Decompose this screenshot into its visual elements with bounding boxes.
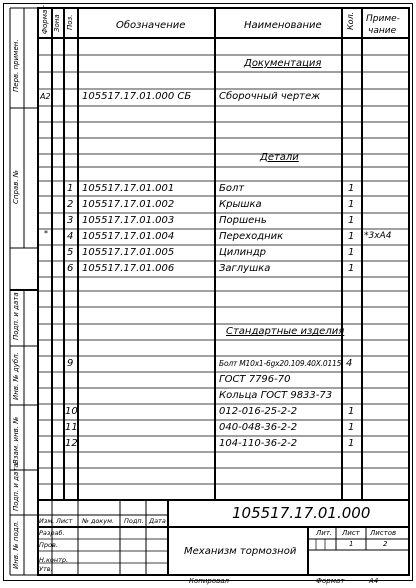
title-block-izm: Изм. xyxy=(39,517,55,525)
row-pos: 1 xyxy=(67,183,74,194)
row-pos: 4 xyxy=(67,231,74,242)
row-qty: 1 xyxy=(348,406,355,417)
row-name: Болт xyxy=(219,183,245,194)
row-pos: 11 xyxy=(65,422,78,433)
row-name: 040-048-36-2-2 xyxy=(219,422,298,433)
row-name: Переходник xyxy=(219,231,284,242)
row-name: Кольца ГОСТ 9833-73 xyxy=(219,390,333,401)
header-qty: Кол. xyxy=(346,11,355,30)
header-designation: Обозначение xyxy=(116,20,186,31)
title-block-prov: Пров. xyxy=(39,541,58,549)
row-designation: 105517.17.01.003 xyxy=(82,215,175,226)
title-block-list-label: Лист xyxy=(342,529,360,537)
title-block-n-kontr: Н.контр. xyxy=(39,556,69,564)
side-label-podp-data-1: Подп. и дата xyxy=(12,292,20,340)
section-title-details: Детали xyxy=(260,152,299,163)
row-name: Болт М10х1-6gх20.109.40Х.0115 xyxy=(219,359,342,368)
row-qty: 4 xyxy=(346,358,353,369)
title-block-title: Механизм тормозной xyxy=(184,546,297,557)
header-note-2: чание xyxy=(368,26,397,36)
title-block-data: Дата xyxy=(149,517,166,525)
side-label-inv-podl: Инв. № подл. xyxy=(12,520,20,569)
row-designation: 105517.17.01.001 xyxy=(82,183,175,194)
title-block-list-value: 1 xyxy=(349,540,354,548)
row-qty: 1 xyxy=(348,438,355,449)
row-designation: 105517.17.01.006 xyxy=(82,263,175,274)
row-name: Заглушка xyxy=(219,263,271,274)
row-name: 104-110-36-2-2 xyxy=(219,438,298,449)
row-designation: 105517.17.01.005 xyxy=(82,247,175,258)
row-pos: 6 xyxy=(67,263,74,274)
title-block-doc-number: 105517.17.01.000 xyxy=(232,504,371,522)
row-name: ГОСТ 7796-70 xyxy=(219,374,291,385)
footer-format: Формат xyxy=(316,577,345,585)
row-name: Сборочный чертеж xyxy=(219,91,321,102)
title-block-listov-value: 2 xyxy=(383,540,388,548)
row-format: А2 xyxy=(40,92,51,101)
row-qty: 1 xyxy=(348,263,355,274)
row-qty: 1 xyxy=(348,183,355,194)
row-designation: 105517.17.01.000 СБ xyxy=(82,91,192,102)
row-qty: 1 xyxy=(348,215,355,226)
header-note-1: Приме- xyxy=(366,14,400,24)
row-designation: 105517.17.01.002 xyxy=(82,199,175,210)
row-pos: 3 xyxy=(67,215,74,226)
row-name: 012-016-25-2-2 xyxy=(219,406,298,417)
footer-format-value: А4 xyxy=(369,577,379,585)
row-pos: 12 xyxy=(65,438,78,449)
header-zone: Зона xyxy=(53,14,61,32)
title-block-list: Лист xyxy=(56,517,73,525)
title-block-podp: Подп. xyxy=(124,517,144,525)
row-pos: 9 xyxy=(67,358,74,369)
row-qty: 1 xyxy=(348,199,355,210)
row-format: * xyxy=(44,229,48,238)
title-block-n-dokum: № докум. xyxy=(82,517,115,525)
title-block-lit: Лит. xyxy=(316,529,333,537)
row-name: Крышка xyxy=(219,199,262,210)
side-label-vzam-inv: Взам. инв. № xyxy=(12,416,20,464)
section-title-documentation: Документация xyxy=(244,58,322,69)
side-label-sprav: Справ. № xyxy=(12,169,20,204)
row-note: *3хА4 xyxy=(364,231,392,241)
title-block-utv: Утв. xyxy=(39,565,53,573)
row-designation: 105517.17.01.004 xyxy=(82,231,175,242)
row-pos: 2 xyxy=(67,199,74,210)
header-pos: Поз. xyxy=(66,14,74,30)
row-qty: 1 xyxy=(348,247,355,258)
side-label-perv-primen: Перв. примен. xyxy=(12,39,20,92)
header-format: Формат xyxy=(41,5,49,34)
header-name: Наименование xyxy=(244,20,322,31)
row-pos: 10 xyxy=(65,406,78,417)
footer-copied: Копировал xyxy=(189,577,229,585)
side-label-podp-data-2: Подп. и дата xyxy=(12,463,20,511)
row-pos: 5 xyxy=(67,247,74,258)
title-block-listov-label: Листов xyxy=(370,529,397,537)
side-label-inv-dubl: Инв. № дубл. xyxy=(12,352,20,400)
row-name: Цилиндр xyxy=(219,247,266,258)
row-name: Поршень xyxy=(219,215,267,226)
row-qty: 1 xyxy=(348,422,355,433)
section-title-standard-parts: Стандартные изделия xyxy=(226,326,345,337)
title-block-razrab: Разраб. xyxy=(39,529,65,537)
row-qty: 1 xyxy=(348,231,355,242)
